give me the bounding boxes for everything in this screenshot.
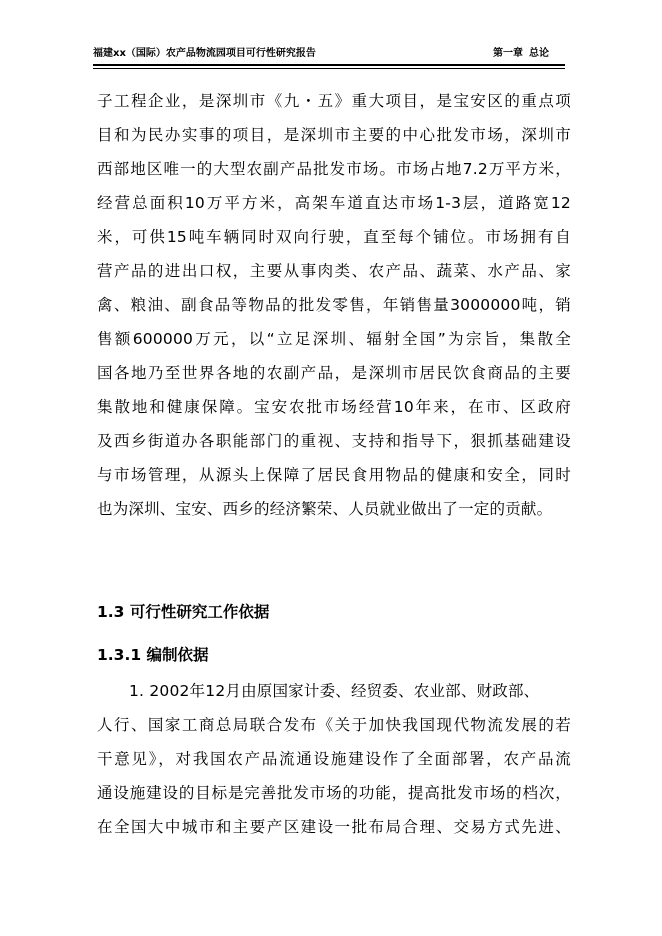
paragraph-2-line: 人行、国家工商总局联合发布《关于加快我国现代物流发展的若 <box>97 716 571 734</box>
paragraph-1-line: 目和为民办实事的项目，是深圳市主要的中心批发市场，深圳市 <box>97 126 571 144</box>
report-title: 福建xx（国际）农产品物流园项目可行性研究报告 <box>93 48 316 59</box>
chapter-number: 第一章 <box>493 48 523 59</box>
paragraph-1-line: 及西乡街道办各职能部门的重视、支持和指导下，狠抓基础建设 <box>97 432 571 450</box>
page-header <box>93 44 565 64</box>
paragraph-1-line: 西部地区唯一的大型农副产品批发市场。市场占地7.2万平方米， <box>97 160 571 178</box>
paragraph-2-line: 干意见》，对我国农产品流通设施建设作了全面部署，农产品流 <box>97 750 571 768</box>
header-rule-thick <box>93 64 565 66</box>
paragraph-2-line: 在全国大中城市和主要产区建设一批布局合理、交易方式先进、 <box>97 818 571 836</box>
paragraph-1-line: 经营总面积10万平方米，高架车道直达市场1-3层，道路宽12 <box>97 194 571 212</box>
paragraph-1-line: 也为深圳、宝安、西乡的经济繁荣、人员就业做出了一定的贡献。 <box>97 500 553 518</box>
paragraph-1-line: 国各地乃至世界各地的农副产品，是深圳市居民饮食商品的主要 <box>97 364 571 382</box>
paragraph-1-line: 米，可供15吨车辆同时双向行驶，直至每个铺位。市场拥有自 <box>97 228 571 246</box>
paragraph-1-line: 子工程企业，是深圳市《九・五》重大项目，是宝安区的重点项 <box>97 92 571 110</box>
paragraph-2-line: 1. 2002年12月由原国家计委、经贸委、农业部、财政部、 <box>129 682 540 700</box>
section-heading: 1.3 可行性研究工作依据 <box>97 603 270 621</box>
header-rule-thin <box>93 68 565 69</box>
subsection-heading: 1.3.1 编制依据 <box>97 646 209 664</box>
paragraph-1-line: 售额600000万元，以“立足深圳、辐射全国”为宗旨，集散全 <box>97 330 571 348</box>
paragraph-1-line: 禽、粮油、副食品等物品的批发零售，年销售量3000000吨，销 <box>97 296 571 314</box>
chapter-label <box>487 44 549 64</box>
chapter-section: 总论 <box>529 48 549 59</box>
paragraph-1-line: 与市场管理，从源头上保障了居民食用物品的健康和安全，同时 <box>97 466 571 484</box>
paragraph-1-line: 集散地和健康保障。宝安农批市场经营10年来，在市、区政府 <box>97 398 571 416</box>
paragraph-1-line: 营产品的进出口权，主要从事肉类、农产品、蔬菜、水产品、家 <box>97 262 571 280</box>
paragraph-2-line: 通设施建设的目标是完善批发市场的功能，提高批发市场的档次， <box>97 784 571 802</box>
